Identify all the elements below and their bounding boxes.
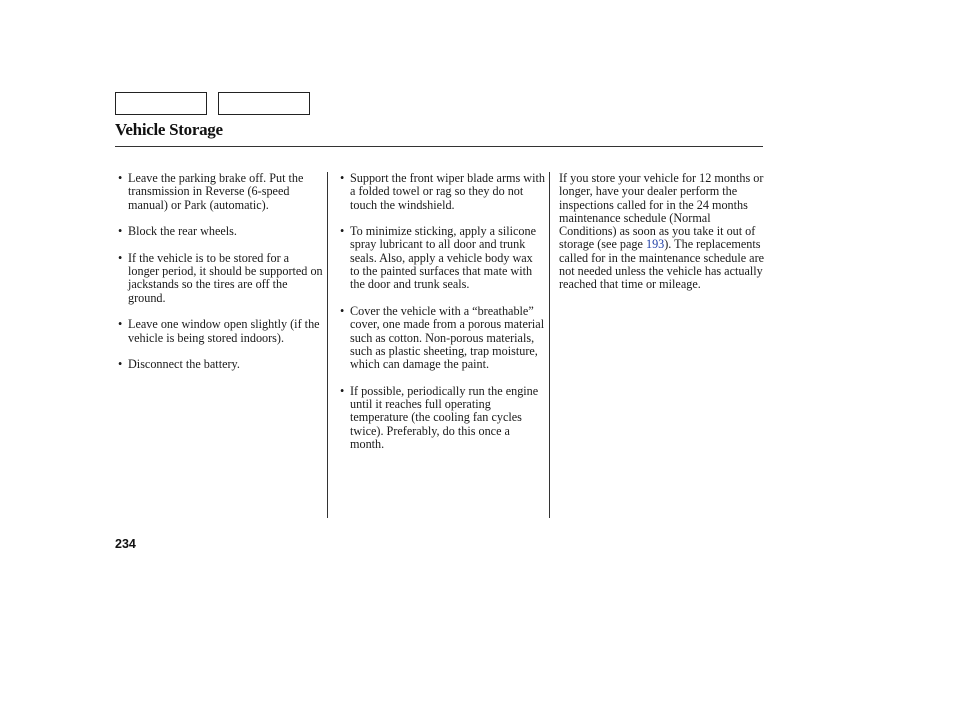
column-3 [559, 172, 769, 292]
page-reference-link[interactable]: 193 [645, 237, 665, 252]
nav-box-previous[interactable] [115, 92, 207, 115]
page-number: 234 [115, 537, 136, 551]
list-item: • If possible, periodically run the engine until it reaches full operating temperature (the cooling fan cycles twice). Preferably, do this once a month. [340, 385, 545, 451]
column-2 [340, 172, 545, 465]
list-item: • To minimize sticking, apply a silicone spray lubricant to all door and trunk seals. Also, apply a vehicle body wax to the painted surfaces that mate with the door and trunk seals. [340, 225, 545, 291]
bullet-list-1 [118, 172, 323, 371]
nav-box-next[interactable] [218, 92, 310, 115]
list-item: • Disconnect the battery. [118, 358, 323, 371]
title-divider [115, 146, 763, 147]
list-item: • If the vehicle is to be stored for a longer period, it should be supported on jackstands so the tires are off the ground. [118, 252, 323, 305]
column-divider [549, 172, 550, 518]
storage-paragraph [559, 172, 769, 292]
column-divider [327, 172, 328, 518]
bullet-list-2 [340, 172, 545, 451]
paragraph-text-after: ). The replacements called for in the maintenance schedule are not needed unless the vehicle has actually reached that time or mileage. [559, 237, 765, 292]
list-item: • Block the rear wheels. [118, 225, 323, 238]
paragraph-text-before: If you store your vehicle for 12 months or longer, have your dealer perform the inspections called for in the 24 months maintenance schedule (Normal Conditions) as soon as you take it out of storage (see page [559, 171, 764, 252]
column-1 [118, 172, 323, 385]
list-item: • Cover the vehicle with a “breathable” cover, one made from a porous material such as cotton. Non-porous materials, such as plastic sheeting, trap moisture, which can damage the paint. [340, 305, 545, 371]
list-item: • Leave the parking brake off. Put the transmission in Reverse (6-speed manual) or Park (automatic). [118, 172, 323, 212]
page-title: Vehicle Storage [115, 120, 223, 139]
list-item: • Leave one window open slightly (if the vehicle is being stored indoors). [118, 318, 323, 345]
list-item: • Support the front wiper blade arms with a folded towel or rag so they do not touch the windshield. [340, 172, 545, 212]
